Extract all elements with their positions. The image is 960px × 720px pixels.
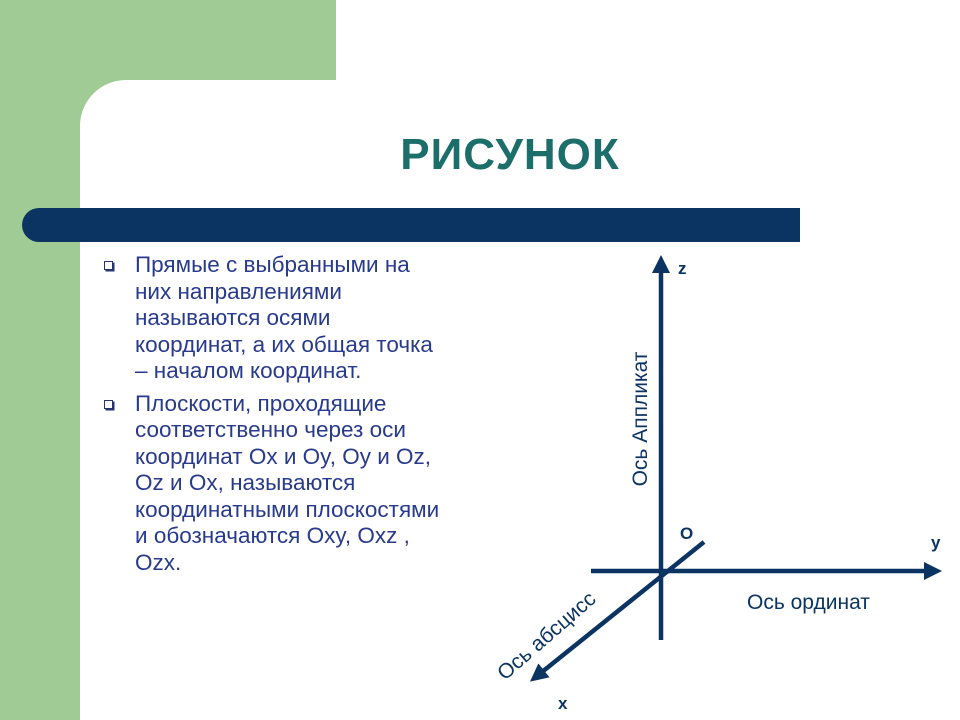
- x-axis-name: Ось абсцисс: [493, 587, 601, 685]
- z-axis-name: Ось Аппликат: [629, 351, 652, 487]
- origin-label: O: [680, 524, 694, 543]
- bullet-text: Плоскости, проходящие соответственно через оси координат Ox и Oy, Oy и Oz, Oz и Ox, называются координатными плоскостями и обозначаются Oxy, Oxz , Ozx.: [135, 390, 440, 575]
- y-axis-name: Ось ординат: [747, 591, 870, 614]
- bullet-text: Прямые с выбранными на них направлениями называются осями координат, а их общая точка – началом координат.: [135, 252, 433, 383]
- slide-title: РИСУНОК: [400, 130, 620, 179]
- y-axis-label: y: [931, 533, 941, 552]
- x-axis-label: x: [558, 694, 568, 713]
- z-axis-label: z: [678, 259, 687, 278]
